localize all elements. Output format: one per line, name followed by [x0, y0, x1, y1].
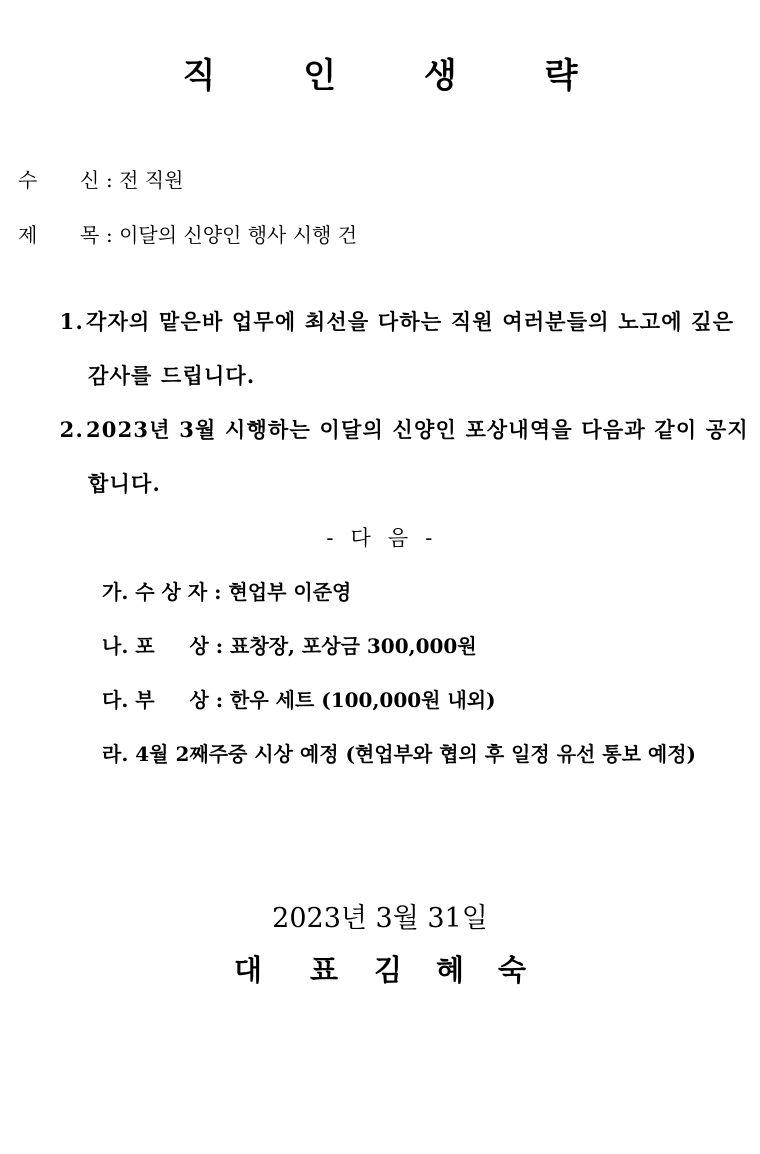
item-ga [102, 576, 351, 605]
recipient-key-1: 수 [18, 168, 38, 192]
item-ga-marker: 가. [102, 580, 129, 604]
recipient-line [18, 164, 183, 193]
document-date: 2023년 3월 31일 [272, 903, 488, 934]
paragraph-2-line-1 [56, 414, 749, 444]
rep-char-1: 대 [233, 953, 262, 987]
item-na [102, 630, 477, 659]
item-ra [102, 738, 696, 767]
rep-char-3: 김 [373, 953, 402, 987]
paragraph-2-text: 2023년 3월 시행하는 이달의 신양인 포상내역을 다음과 같이 공지 [86, 417, 749, 442]
subject-key-1: 제 [18, 223, 38, 247]
item-ra-marker: 라. [102, 742, 129, 766]
paragraph-1-number: 1. [59, 309, 84, 334]
item-ra-text: 4월 2째주중 시상 예정 (현업부와 협의 후 일정 유선 통보 예정) [135, 742, 697, 766]
paragraph-1-line-2: 감사를 드립니다. [88, 363, 256, 388]
document-title: 직 인 생 략 [182, 56, 616, 96]
rep-char-2: 표 [309, 953, 338, 987]
recipient-key-2: 신 [80, 168, 100, 192]
item-da-label: 부 상 [135, 688, 209, 712]
item-da-value: : 한우 세트 (100,000원 내외) [215, 688, 496, 712]
subject-line [18, 219, 357, 248]
item-ga-label: 수 상 자 [135, 580, 208, 604]
next-heading: - 다 음 - [326, 526, 434, 550]
paragraph-1-text: 각자의 맡은바 업무에 최선을 다하는 직원 여러분들의 노고에 깊은 [86, 309, 735, 334]
subject-key-2: 목 [80, 223, 100, 247]
paragraph-2-number: 2. [59, 417, 84, 442]
item-na-marker: 나. [102, 634, 129, 658]
paragraph-2-line-2: 합니다. [88, 471, 161, 496]
item-da-marker: 다. [102, 688, 129, 712]
representative-name [0, 948, 760, 989]
item-ga-value: : 현업부 이준영 [214, 580, 352, 604]
paragraph-1-line-1 [56, 306, 734, 336]
rep-char-5: 숙 [498, 953, 527, 987]
rep-char-4: 혜 [436, 953, 465, 987]
recipient-value: : 전 직원 [106, 168, 184, 192]
item-na-label: 포 상 [135, 634, 209, 658]
item-na-value: : 표창장, 포상금 300,000원 [215, 634, 477, 658]
subject-value: : 이달의 신양인 행사 시행 건 [106, 223, 358, 247]
item-da [102, 684, 496, 713]
